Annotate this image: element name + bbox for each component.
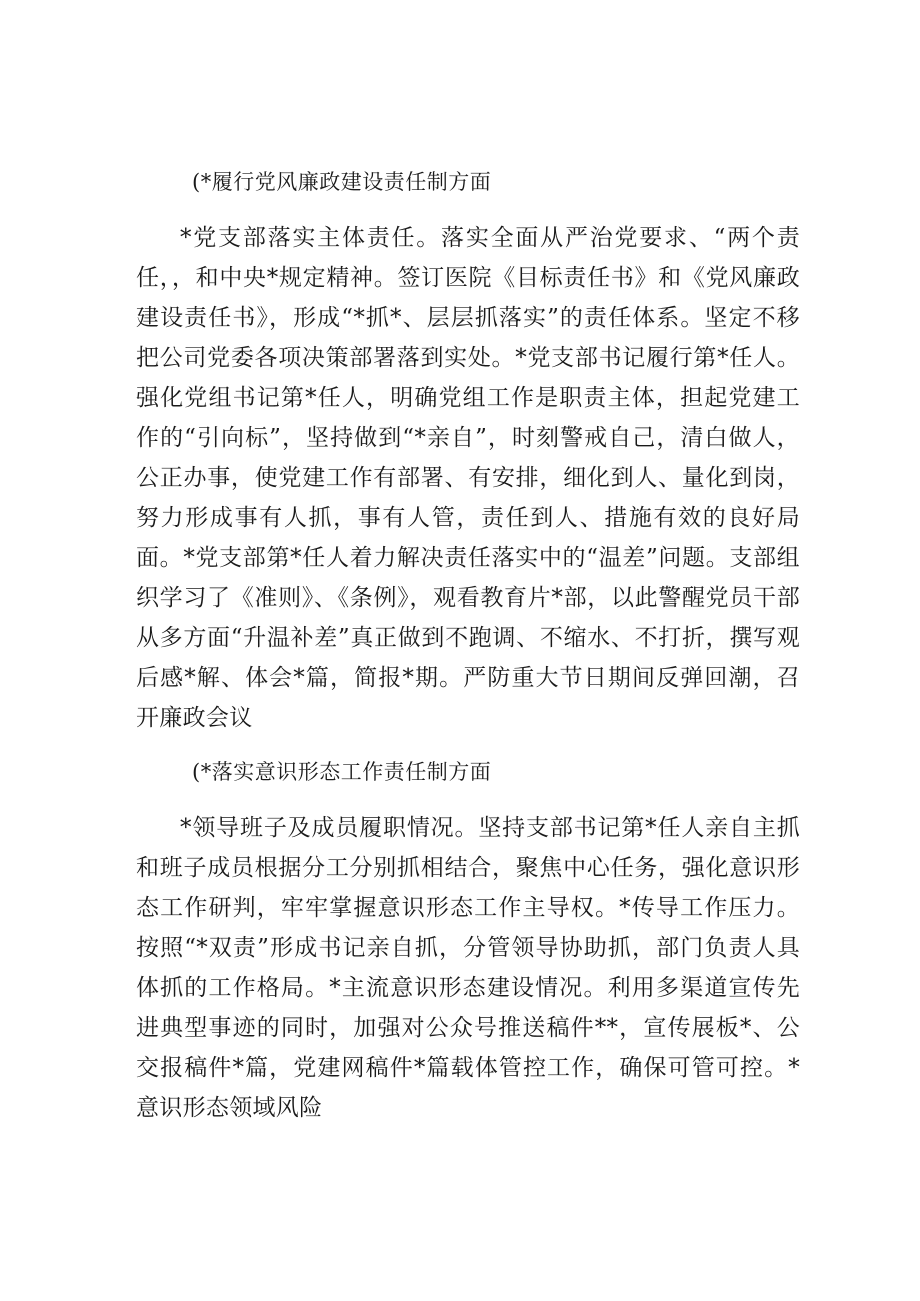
section-heading-ideology: (*落实意识形态工作责任制方面 bbox=[192, 760, 492, 784]
section-heading-party-conduct: (*履行党风廉政建设责任制方面 bbox=[192, 170, 492, 194]
document-body bbox=[136, 162, 800, 1142]
section-paragraph-ideology: *领导班子及成员履职情况。坚持支部书记第*任人亲自主抓和班子成员根据分工分别抓相结合，聚焦中心任务，强化意识形态工作研判，牢牢掌握意识形态工作主导权。*传导工作压力。按照“*双责”形成书记亲自抓，分管领导协助抓，部门负责人具体抓的工作格局。*主流意识形态建设情况。利用多渠道宣传先进典型事迹的同时，加强对公众号推送稿件**，宣传展板*、公交报稿件*篇，党建网稿件*篇载体管控工作，确保可管可控。*意识形态领域风险 bbox=[136, 815, 800, 1121]
section-paragraph-party-conduct: *党支部落实主体责任。落实全面从严治党要求、“两个责任，，和中央*规定精神。签订医院《目标责任书》和《党风廉政建设责任书》，形成“*抓*、层层抓落实”的责任体系。坚定不移把公司党委各项决策部署落到实处。*党支部书记履行第*任人。强化党组书记第*任人，明确党组工作是职责主体，担起党建工作的“引向标”，坚持做到“*亲自”，时刻警戒自己，清白做人，公正办事，使党建工作有部署、有安排，细化到人、量化到岗，努力形成事有人抓，事有人管，责任到人、措施有效的良好局面。*党支部第*任人着力解决责任落实中的“温差”问题。支部组织学习了《准则》、《条例》，观看教育片*部，以此警醒党员干部从多方面“升温补差”真正做到不跑调、不缩水、不打折，撰写观后感*解、体会*篇，简报*期。严防重大节日期间反弹回潮，召开廉政会议 bbox=[136, 225, 800, 731]
